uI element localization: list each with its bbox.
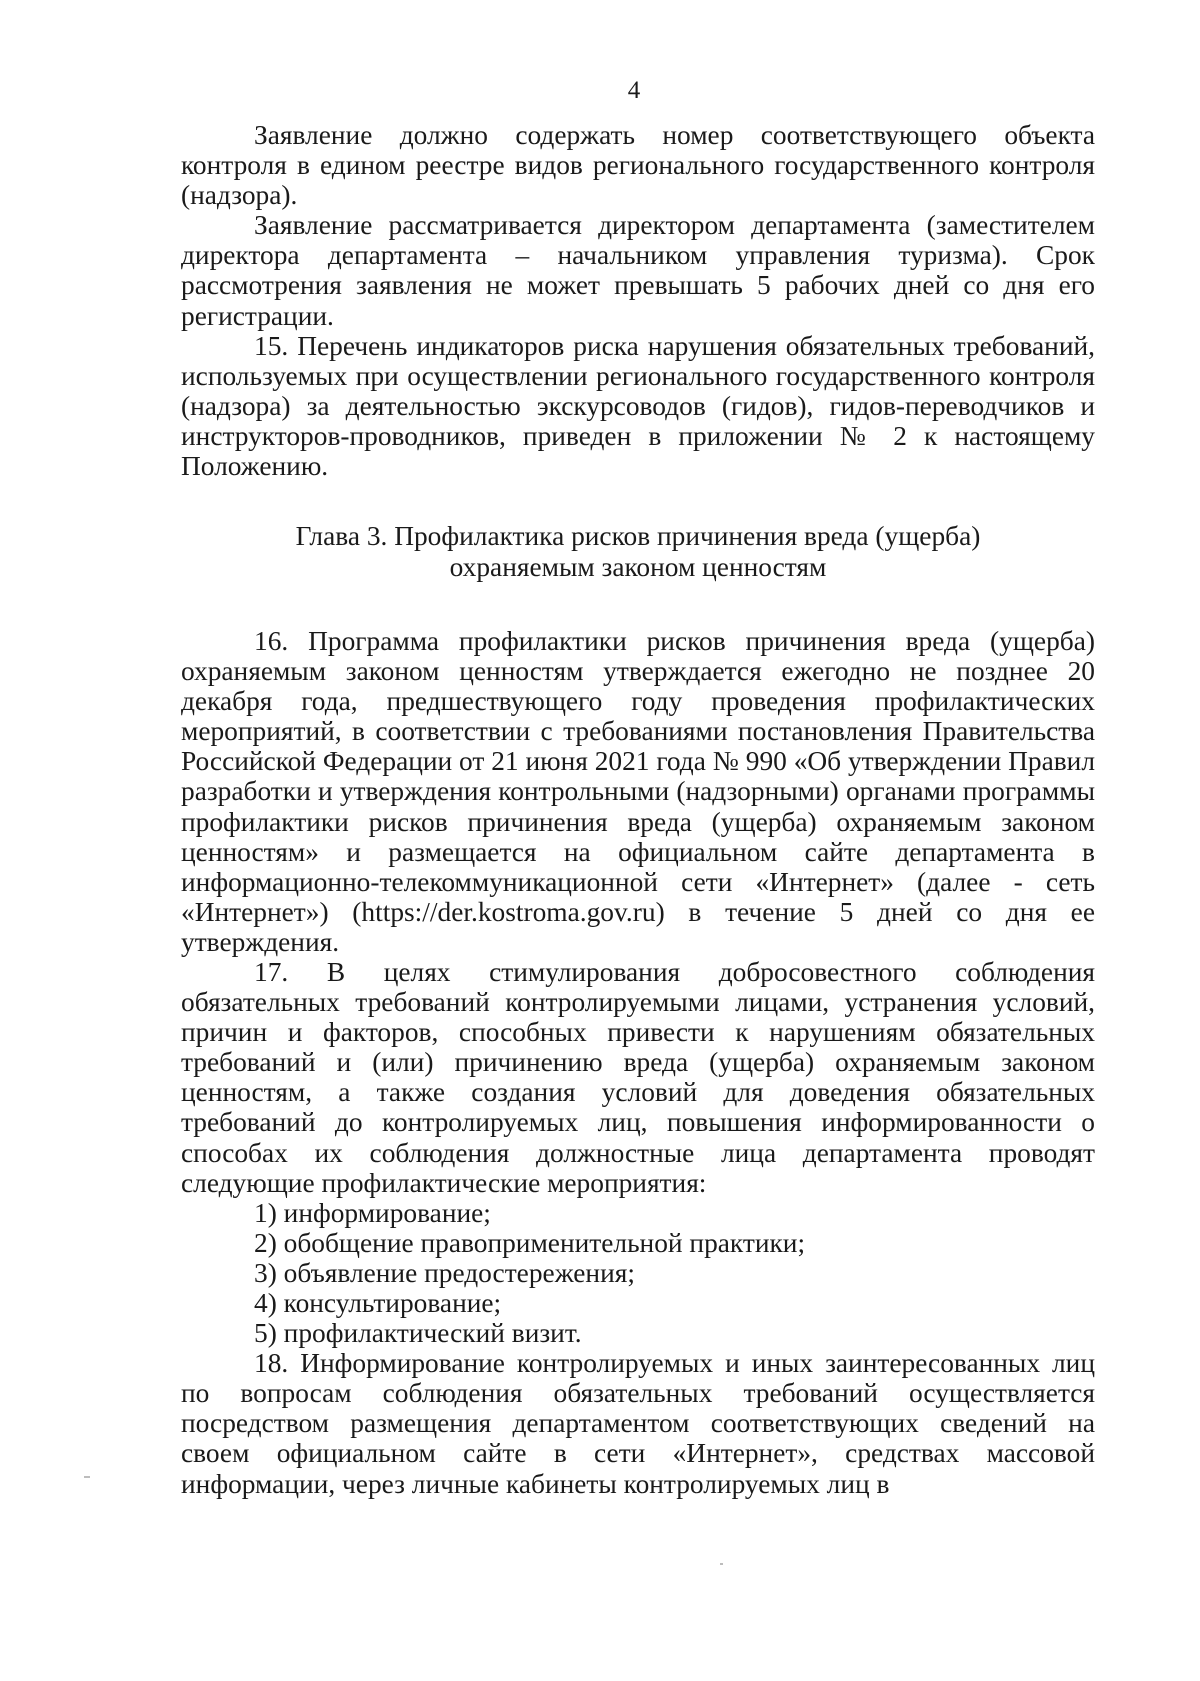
paragraph-application-content: Заявление должно содержать номер соответствующего объекта контроля в едином реестре видов регионального государственного контроля (надзора). <box>181 120 1095 211</box>
scan-speck <box>84 1476 90 1478</box>
chapter-heading-line-2: охраняемым законом ценностям <box>449 551 827 582</box>
list-item: 2) обобщение правоприменительной практики; <box>254 1227 806 1258</box>
chapter-heading <box>181 521 1095 582</box>
list-item: 3) объявление предостережения; <box>254 1257 635 1288</box>
scan-speck <box>720 1563 723 1565</box>
prevention-measures-list <box>181 1198 1095 1348</box>
page-number: 4 <box>627 77 641 104</box>
paragraph-18: 18. Информирование контролируемых и иных заинтересованных лиц по вопросам соблюдения обязательных требований осуществляется посредством размещения департаментом соответствующих сведений на своем официальном сайте в сети «Интернет», средствах массовой информации, через личные кабинеты контролируемых лиц в <box>181 1348 1095 1499</box>
list-item: 1) информирование; <box>254 1197 491 1228</box>
paragraph-17: 17. В целях стимулирования добросовестного соблюдения обязательных требований контролируемыми лицами, устранения условий, причин и факторов, способных привести к нарушениям обязательных требований и (или) причинению вреда (ущерба) охраняемым законом ценностям, а также создания условий для доведения обязательных требований до контролируемых лиц, повышения информированности о способах их соблюдения должностные лица департамента проводят следующие профилактические мероприятия: <box>181 956 1095 1198</box>
list-item: 5) профилактический визит. <box>254 1318 582 1349</box>
paragraph-16: 16. Программа профилактики рисков причинения вреда (ущерба) охраняемым законом ценностям утверждается ежегодно не позднее 20 декабря года, предшествующего году проведения профилактических мероприятий, в соответствии с требованиями постановления Правительства Российской Федерации от 21 июня 2021 года № 990 «Об утверждении Правил разработки и утверждения контрольными (надзорными) органами программы профилактики рисков причинения вреда (ущерба) охраняемым законом ценностям» и размещается на официальном сайте департамента в информационно-телекоммуникационной сети «Интернет» (далее - сеть «Интернет») (https://der.kostroma.gov.ru) в течение 5 дней со дня ее утверждения. <box>181 625 1095 957</box>
paragraph-15: 15. Перечень индикаторов риска нарушения обязательных требований, используемых при осуществлении регионального государственного контроля (надзора) за деятельностью экскурсоводов (гидов), гидов-переводчиков и инструкторов-проводников, приведен в приложении № 2 к настоящему Положению. <box>181 330 1095 482</box>
document-body <box>181 120 1095 1499</box>
list-item: 4) консультирование; <box>254 1288 502 1318</box>
paragraph-application-review: Заявление рассматривается директором департамента (заместителем директора департамента – начальником управления туризма). Срок рассмотрения заявления не может превышать 5 рабочих дней со дня его регистрации. <box>181 210 1095 331</box>
chapter-heading-line-1: Глава 3. Профилактика рисков причинения вреда (ущерба) <box>295 521 981 552</box>
